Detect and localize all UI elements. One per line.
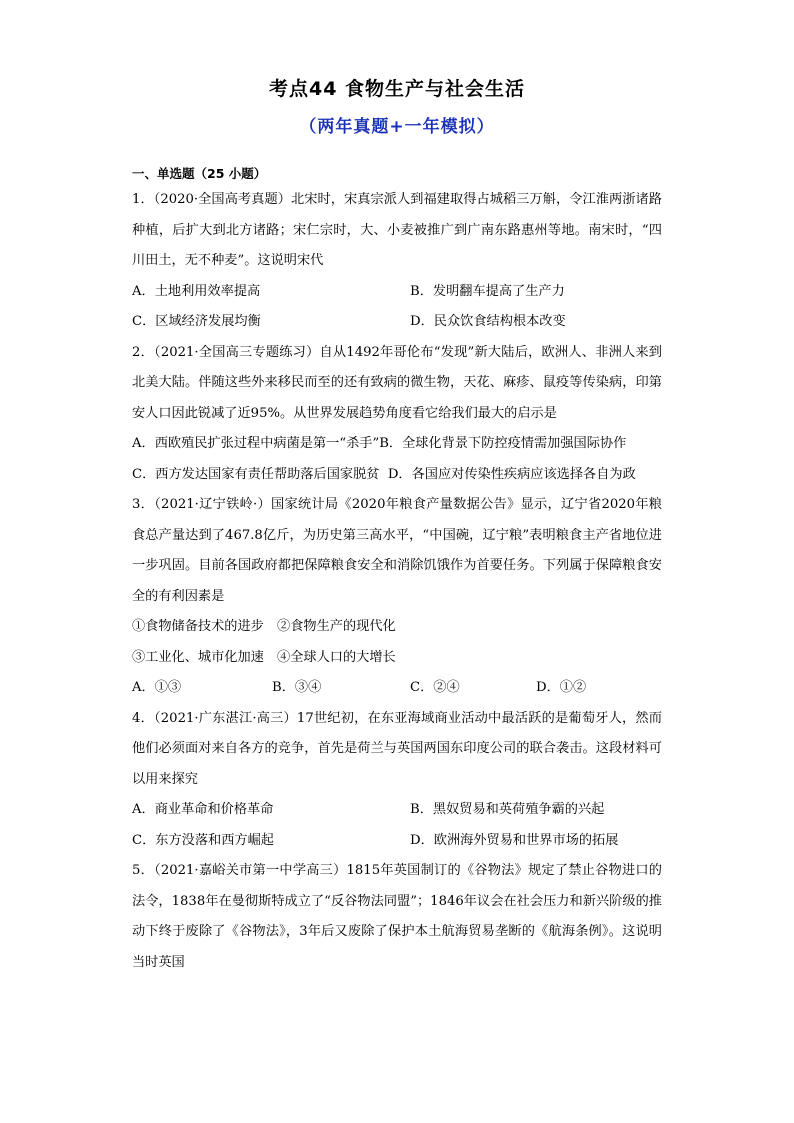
option-c: C．区域经济发展均衡 xyxy=(132,314,261,329)
option-a: A．①③ xyxy=(132,680,182,695)
page-title: 考点44 食物生产与社会生活 xyxy=(268,78,526,100)
question-2-options-cd xyxy=(132,460,662,491)
question-1-stem: 1．（2020·全国高考真题）北宋时，宋真宗派人到福建取得占城稻三万斛，令江淮两浙诸路种植，后扩大到北方诸路；宋仁宗时，大、小麦被推广到广南东路惠州等地。南宋时，“四川田土，无不种麦”。这说明宋代 xyxy=(132,192,662,268)
question-5-stem: 5．（2021·嘉峪关市第一中学高三）1815年英国制订的《谷物法》规定了禁止谷物进口的法令，1838年在曼彻斯特成立了“反谷物法同盟”；1846年议会在社会压力和新兴阶级的推动下终于废除了《谷物法》，3年后又废除了保护本土航海贸易垄断的《航海条例》。这说明当时英国 xyxy=(132,863,662,970)
question-1-options xyxy=(132,307,662,338)
question-3-options xyxy=(132,673,662,704)
question-1-options xyxy=(132,277,662,308)
question-3-item-row: ①食物储备技术的进步 ②食物生产的现代化 xyxy=(132,619,396,634)
question-3-stem: 3．（2021·辽宁铁岭·）国家统计局《2020年粮食产量数据公告》显示，辽宁省2020年粮食总产量达到了467.8亿斤，为历史第三高水平，“中国碗，辽宁粮”表明粮食主产省地位进一步巩固。目前各国政府都把保障粮食安全和消除饥饿作为首要任务。下列属于保障粮食安全的有利因素是 xyxy=(132,497,662,604)
option-d: D．①② xyxy=(536,680,587,695)
option-b: B．发明翻车提高了生产力 xyxy=(410,283,565,299)
option-d: D．各国应对传染性疾病应该选择各自为政 xyxy=(387,466,636,482)
question-4-options xyxy=(132,826,662,857)
option-c: C．②④ xyxy=(410,680,460,695)
question-4-stem: 4．（2021·广东湛江·高三）17世纪初，在东亚海域商业活动中最活跃的是葡萄牙人，然而他们必须面对来自各方的竞争，首先是荷兰与英国两国东印度公司的联合袭击。这段材料可以用来探究 xyxy=(132,710,662,787)
option-d: D．民众饮食结构根本改变 xyxy=(410,314,566,329)
option-a: A．西欧殖民扩张过程中病菌是第一“杀手” xyxy=(132,436,380,451)
question-3-item-row: ③工业化、城市化加速 ④全球人口的大增长 xyxy=(132,649,396,665)
option-b: B．全球化背景下防控疫情需加强国际协作 xyxy=(379,436,627,451)
section-heading: 一、单选题（25 小题） xyxy=(132,166,267,181)
document-body xyxy=(132,163,662,978)
question-2-stem: 2．（2021·全国高三专题练习）自从1492年哥伦布“发现”新大陆后，欧洲人、非洲人来到北美大陆。伴随这些外来移民而至的还有致病的微生物，天花、麻疹、鼠疫等传染病，印第安人口因此锐减了近95%。从世界发展趋势角度看它给我们最大的启示是 xyxy=(132,344,662,421)
option-a: A．商业革命和价格革命 xyxy=(132,802,274,817)
option-a: A．土地利用效率提高 xyxy=(132,283,261,299)
option-d: D．欧洲海外贸易和世界市场的拓展 xyxy=(410,832,619,848)
option-b: B．③④ xyxy=(272,680,322,695)
page-subtitle: （两年真题+一年模拟） xyxy=(299,117,495,137)
option-c: C．东方没落和西方崛起 xyxy=(132,832,274,848)
question-2-options-ab xyxy=(132,429,662,460)
question-4-options xyxy=(132,795,662,826)
option-c: C．西方发达国家有责任帮助落后国家脱贫 xyxy=(132,466,380,482)
option-b: B．黑奴贸易和英荷殖争霸的兴起 xyxy=(410,802,605,817)
